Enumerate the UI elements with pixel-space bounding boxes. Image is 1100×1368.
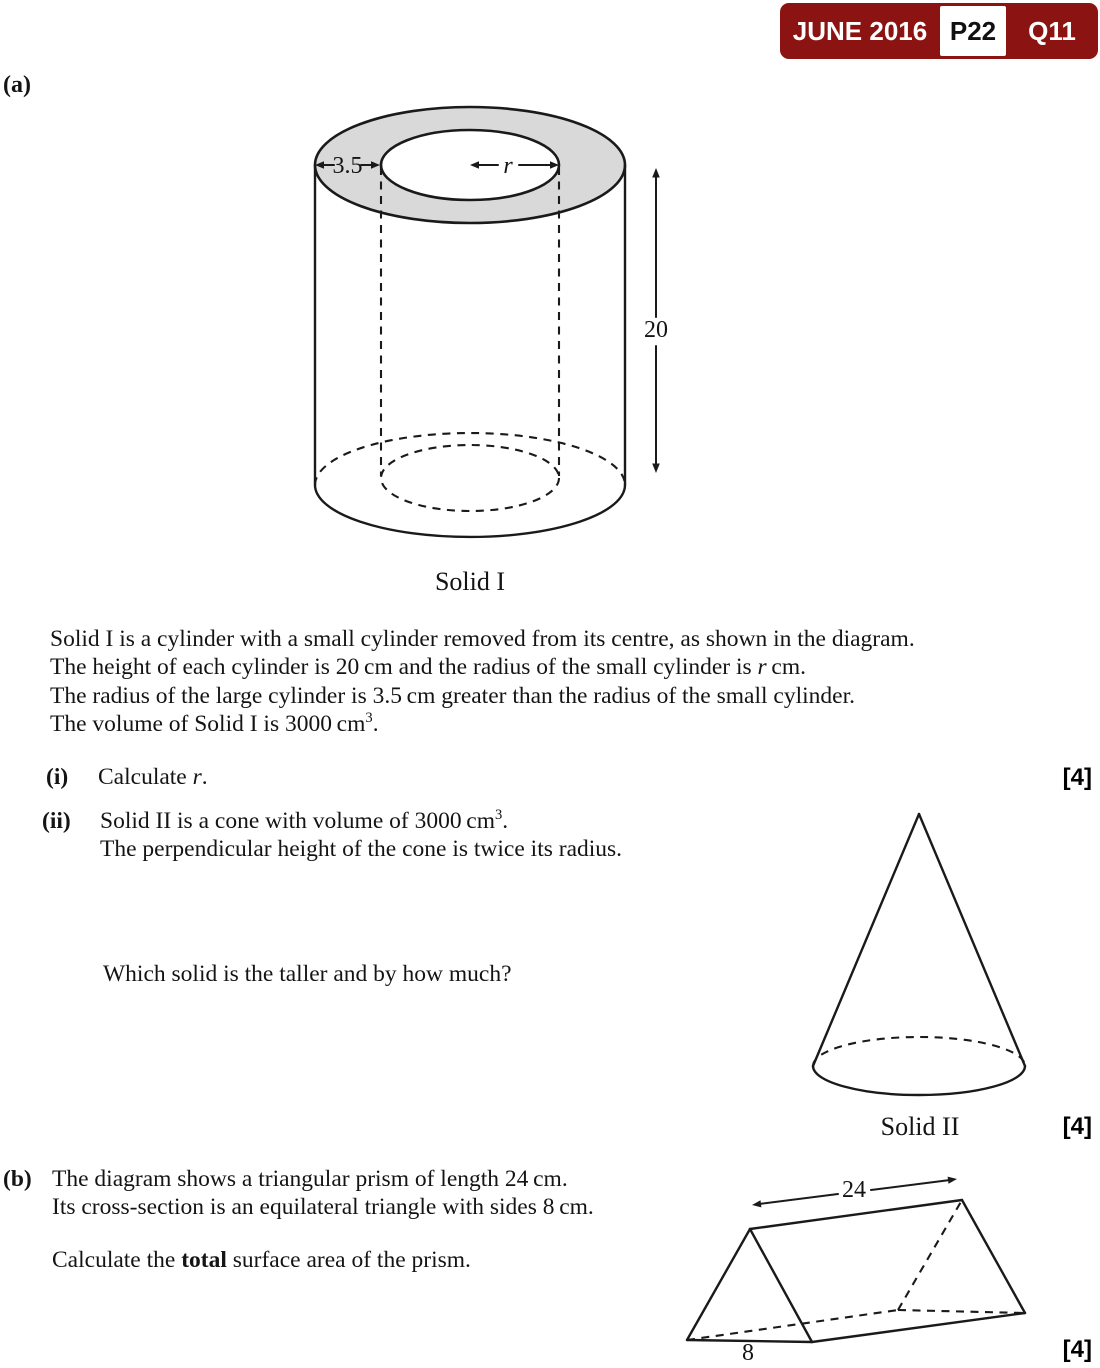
question-ii-line1: Solid II is a cone with volume of 3000 $cm^3$. bbox=[100, 807, 509, 834]
superscript-3: 3 bbox=[365, 710, 373, 727]
radius-label: r bbox=[503, 153, 513, 179]
part-b-line1: The diagram shows a triangular prism of length 24 cm. bbox=[52, 1166, 568, 1192]
arrow-right-icon bbox=[948, 1177, 957, 1184]
question-i-text: Calculate r. bbox=[98, 764, 208, 790]
prism-front-left-edge bbox=[687, 1229, 750, 1340]
description-line: The volume of Solid I is 3000 $cm^3$. bbox=[50, 710, 379, 738]
description-line: The radius of the large cylinder is 3.5 cm greater than the radius of the small cylinder. bbox=[50, 682, 855, 709]
description-line: The height of each cylinder is 20 cm and the radius of the small cylinder is r cm. bbox=[50, 654, 806, 681]
superscript-3: 3 bbox=[495, 807, 503, 824]
prism-diagram bbox=[670, 1158, 1100, 1368]
header-badge bbox=[780, 3, 1098, 59]
solid1-caption: Solid I bbox=[434, 567, 506, 596]
solid2-cone-diagram bbox=[780, 795, 1070, 1155]
height-dimension bbox=[644, 168, 668, 473]
height-label: 20 bbox=[644, 317, 668, 343]
solid1-description bbox=[50, 625, 1040, 739]
part-b-label: (b) bbox=[3, 1166, 32, 1192]
length-dimension bbox=[752, 1177, 957, 1208]
badge-question: Q11 bbox=[1028, 15, 1076, 46]
description-line: Solid I is a cylinder with a small cylinder removed from its centre, as shown in the diagram. bbox=[50, 626, 915, 652]
part-b-line2: Its cross-section is an equilateral triangle with sides 8 cm. bbox=[52, 1194, 594, 1221]
prism-hidden-back-left-edge bbox=[898, 1200, 962, 1310]
marks-part-b: [4] bbox=[1062, 1336, 1092, 1363]
question-ii-text bbox=[100, 807, 740, 864]
badge-paper: P22 bbox=[940, 6, 1006, 56]
marks-question-i: [4] bbox=[1062, 764, 1092, 791]
variable-r: r bbox=[192, 764, 202, 790]
prism-front-right-edge bbox=[750, 1229, 812, 1342]
prism-side-label: 8 bbox=[742, 1340, 754, 1366]
prism-length-label: 24 bbox=[842, 1177, 866, 1203]
question-ii-line2: The perpendicular height of the cone is twice its radius. bbox=[100, 836, 623, 863]
cone-base-back-arc bbox=[813, 1037, 1025, 1066]
arrow-down-icon bbox=[652, 464, 660, 474]
prism-top-ridge bbox=[750, 1200, 962, 1229]
question-ii-label: (ii) bbox=[42, 808, 71, 834]
prism-bottom-right-edge bbox=[812, 1313, 1025, 1342]
solid1-cylinder-diagram bbox=[300, 95, 680, 600]
prism-hidden-back-bottom-edge bbox=[898, 1310, 1025, 1313]
badge-session: JUNE 2016 bbox=[792, 15, 928, 46]
marks-question-ii: [4] bbox=[1062, 1113, 1092, 1140]
prism-back-right-edge bbox=[962, 1200, 1025, 1313]
cylinder-bottom-front-arc bbox=[315, 485, 625, 537]
cone-right-slant bbox=[919, 814, 1025, 1066]
variable-r: r bbox=[757, 654, 767, 681]
part-b-instruction: Calculate the total surface area of the prism. bbox=[52, 1247, 471, 1273]
cylinder-bottom-back-arc bbox=[315, 433, 625, 485]
emphasis-total: total bbox=[181, 1247, 227, 1273]
part-a-label: (a) bbox=[3, 72, 31, 98]
question-ii-prompt: Which solid is the taller and by how much? bbox=[103, 961, 512, 987]
cone-left-slant bbox=[813, 814, 919, 1066]
solid2-caption: Solid II bbox=[880, 1112, 960, 1141]
ring-width-label: 3.5 bbox=[332, 153, 363, 179]
inner-cylinder-bottom-ellipse bbox=[381, 445, 559, 511]
part-b-text bbox=[52, 1165, 692, 1222]
question-i-label: (i) bbox=[46, 764, 69, 790]
cone-base-front-arc bbox=[813, 1066, 1025, 1095]
